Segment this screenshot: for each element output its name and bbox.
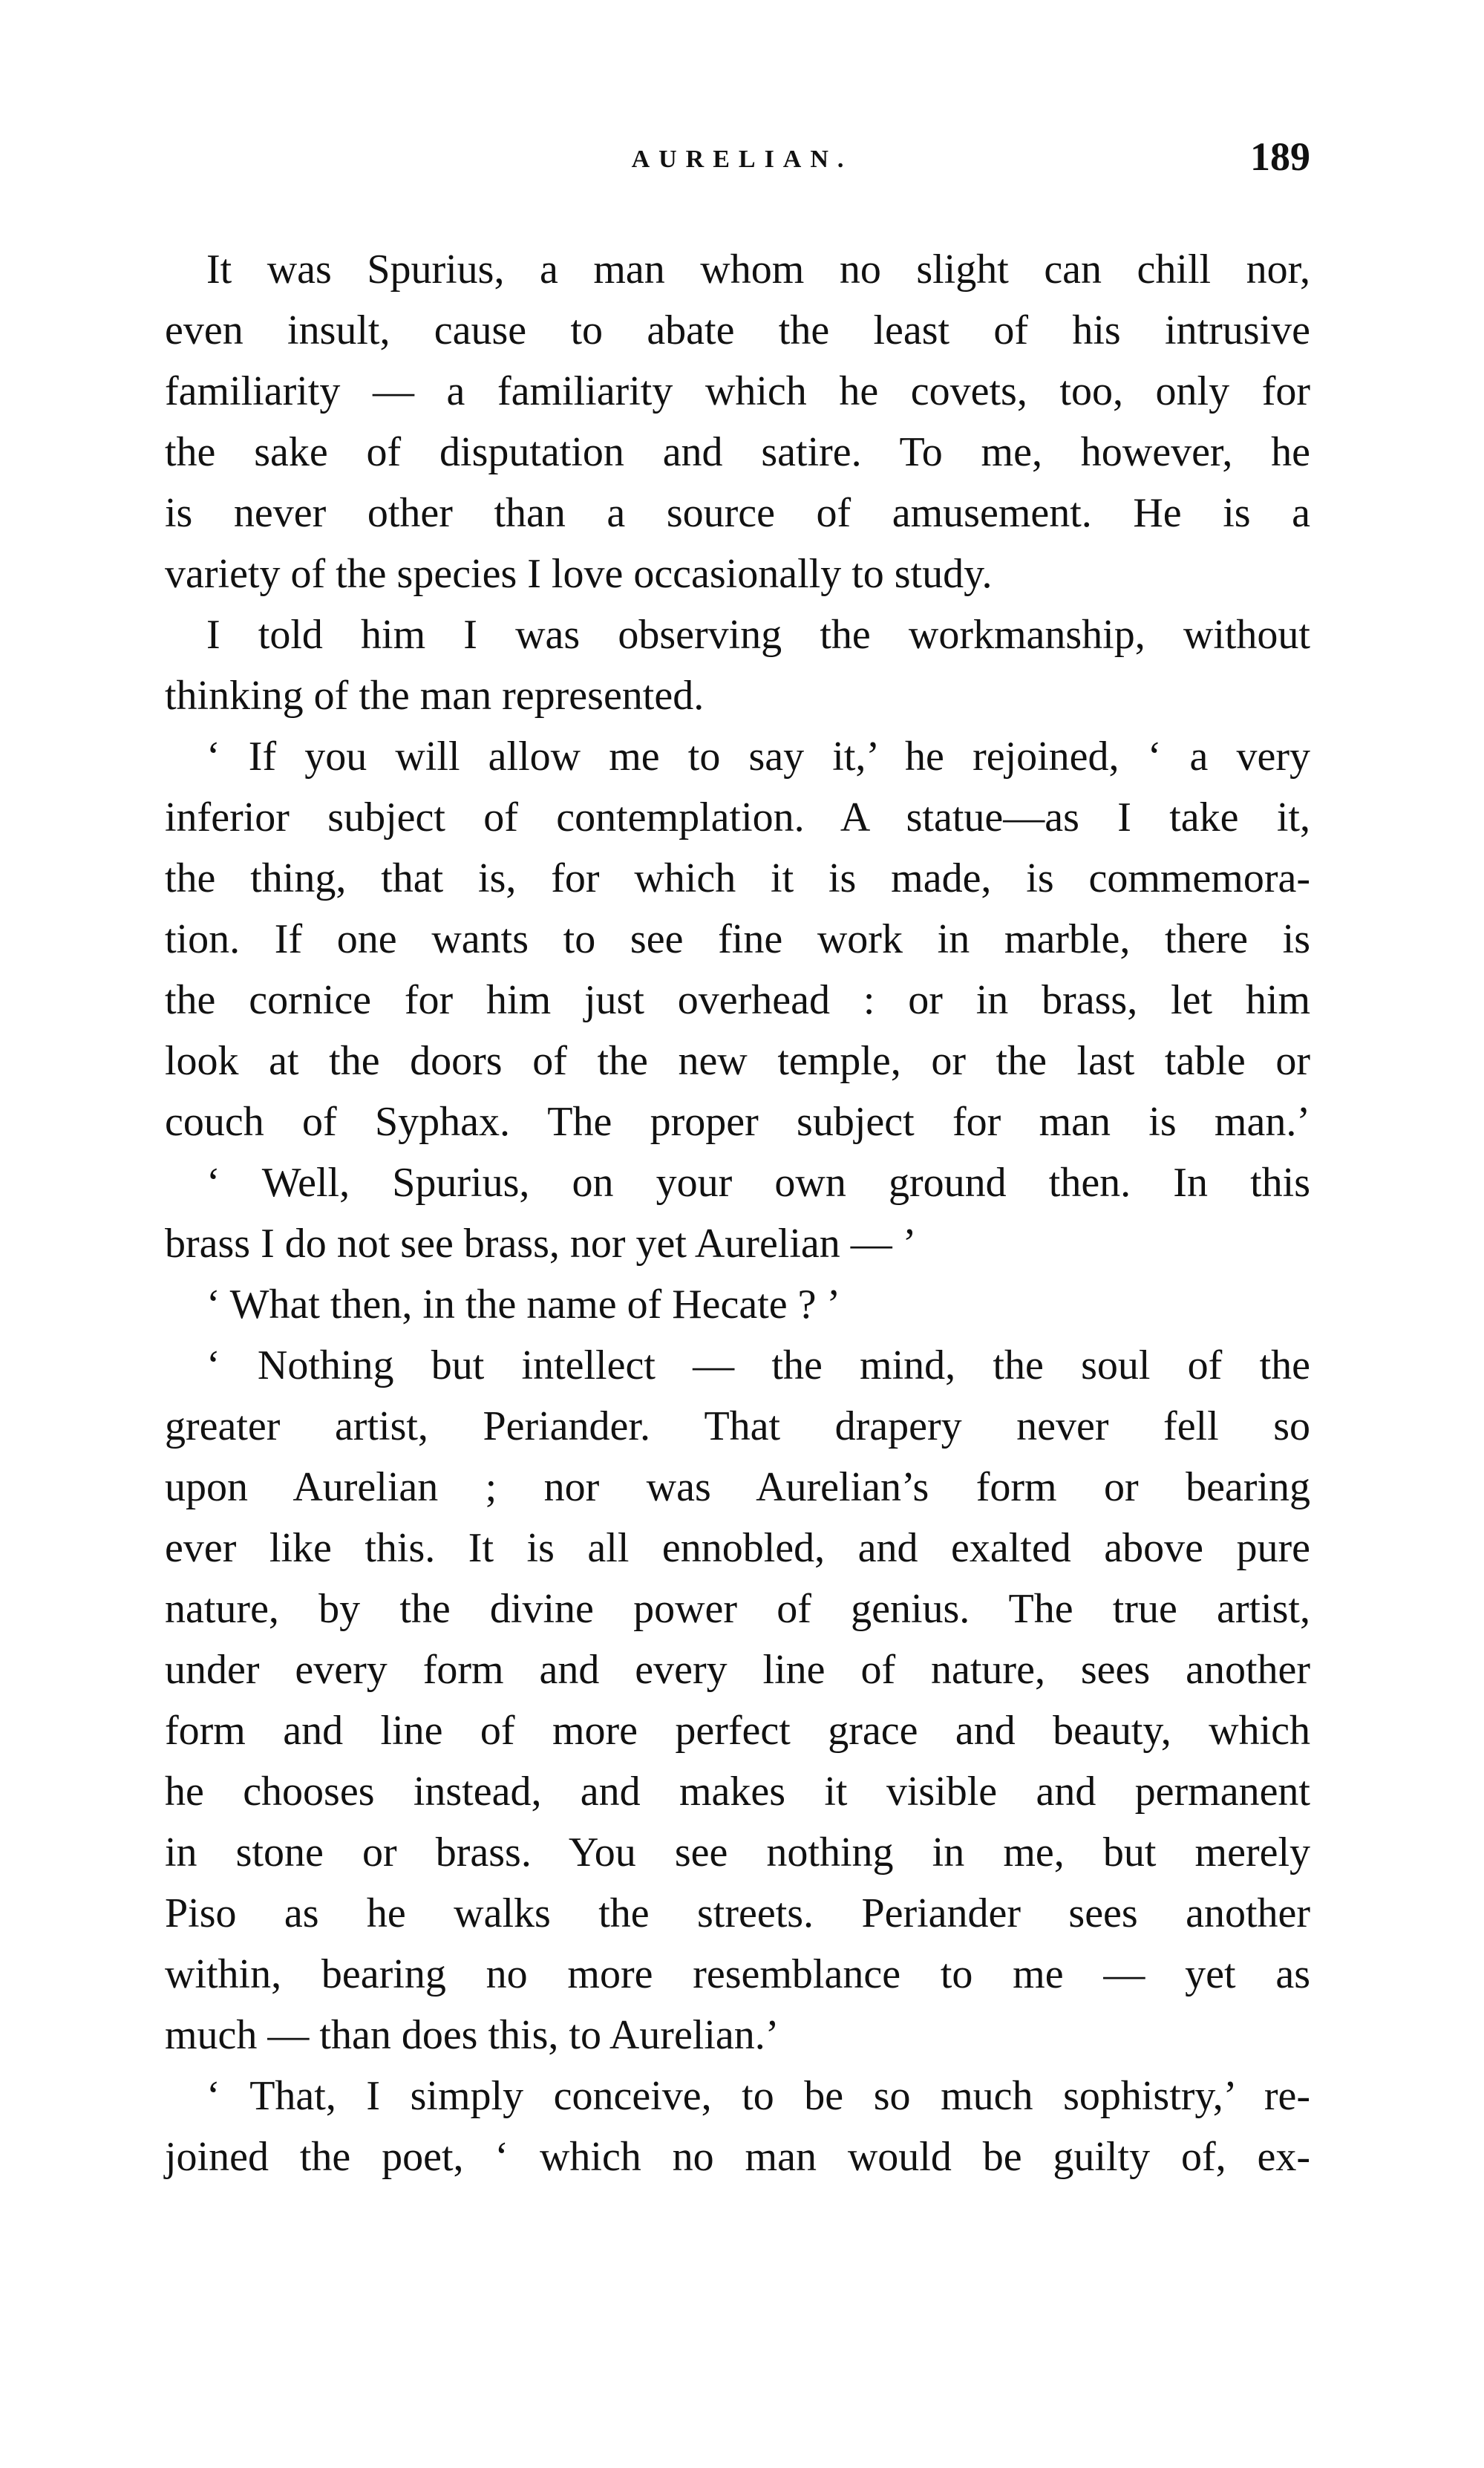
text-line: much — than does this, to Aurelian.’ xyxy=(165,2012,779,2058)
text-line: I told him I was observing the workmanship, without xyxy=(206,612,1310,658)
text-line: inferior subject of contemplation. A statue—as I take it, xyxy=(165,794,1310,840)
text-line: form and line of more perfect grace and beauty, which xyxy=(165,1708,1310,1754)
text-line: the thing, that is, for which it is made, is commemora- xyxy=(165,855,1310,901)
text-line: is never other than a source of amusement. He is a xyxy=(165,490,1310,536)
text-line: ‘ If you will allow me to say it,’ he rejoined, ‘ a very xyxy=(206,734,1310,780)
text-line: ever like this. It is all ennobled, and exalted above pure xyxy=(165,1525,1310,1571)
text-line: the sake of disputation and satire. To me, however, he xyxy=(165,429,1310,475)
page-number: 189 xyxy=(1250,134,1310,179)
text-line: within, bearing no more resemblance to me — yet as xyxy=(165,1951,1310,1997)
text-line: even insult, cause to abate the least of his intrusive xyxy=(165,307,1310,353)
text-line: tion. If one wants to see fine work in marble, there is xyxy=(165,916,1310,962)
text-line: look at the doors of the new temple, or the last table or xyxy=(165,1038,1310,1084)
text-line: in stone or brass. You see nothing in me, but merely xyxy=(165,1829,1310,1876)
text-line: nature, by the divine power of genius. The true artist, xyxy=(165,1586,1310,1632)
text-line: the cornice for him just overhead : or in brass, let him xyxy=(165,977,1310,1023)
text-line: upon Aurelian ; nor was Aurelian’s form or bearing xyxy=(165,1464,1310,1510)
text-line: couch of Syphax. The proper subject for man is man.’ xyxy=(165,1099,1310,1145)
text-line: brass I do not see brass, nor yet Aurelian — ’ xyxy=(165,1221,917,1267)
text-line: ‘ That, I simply conceive, to be so much sophistry,’ re- xyxy=(206,2073,1310,2119)
text-line: greater artist, Periander. That drapery never fell so xyxy=(165,1403,1310,1449)
text-line: ‘ Nothing but intellect — the mind, the soul of the xyxy=(206,1342,1310,1388)
text-line: ‘ What then, in the name of Hecate ? ’ xyxy=(206,1282,841,1328)
text-line: he chooses instead, and makes it visible and permanent xyxy=(165,1769,1310,1815)
running-head: AURELIAN. xyxy=(631,146,853,173)
text-line: ‘ Well, Spurius, on your own ground then. In this xyxy=(206,1160,1310,1206)
text-line: under every form and every line of nature, sees another xyxy=(165,1647,1310,1693)
body-text xyxy=(165,239,1310,2187)
text-line: thinking of the man represented. xyxy=(165,673,705,719)
text-line: familiarity — a familiarity which he covets, too, only for xyxy=(165,368,1310,414)
text-line: joined the poet, ‘ which no man would be guilty of, ex- xyxy=(165,2134,1310,2180)
text-line: variety of the species I love occasionally to study. xyxy=(165,551,993,597)
text-line: Piso as he walks the streets. Periander sees another xyxy=(165,1890,1310,1936)
text-line: It was Spurius, a man whom no slight can chill nor, xyxy=(206,247,1310,293)
